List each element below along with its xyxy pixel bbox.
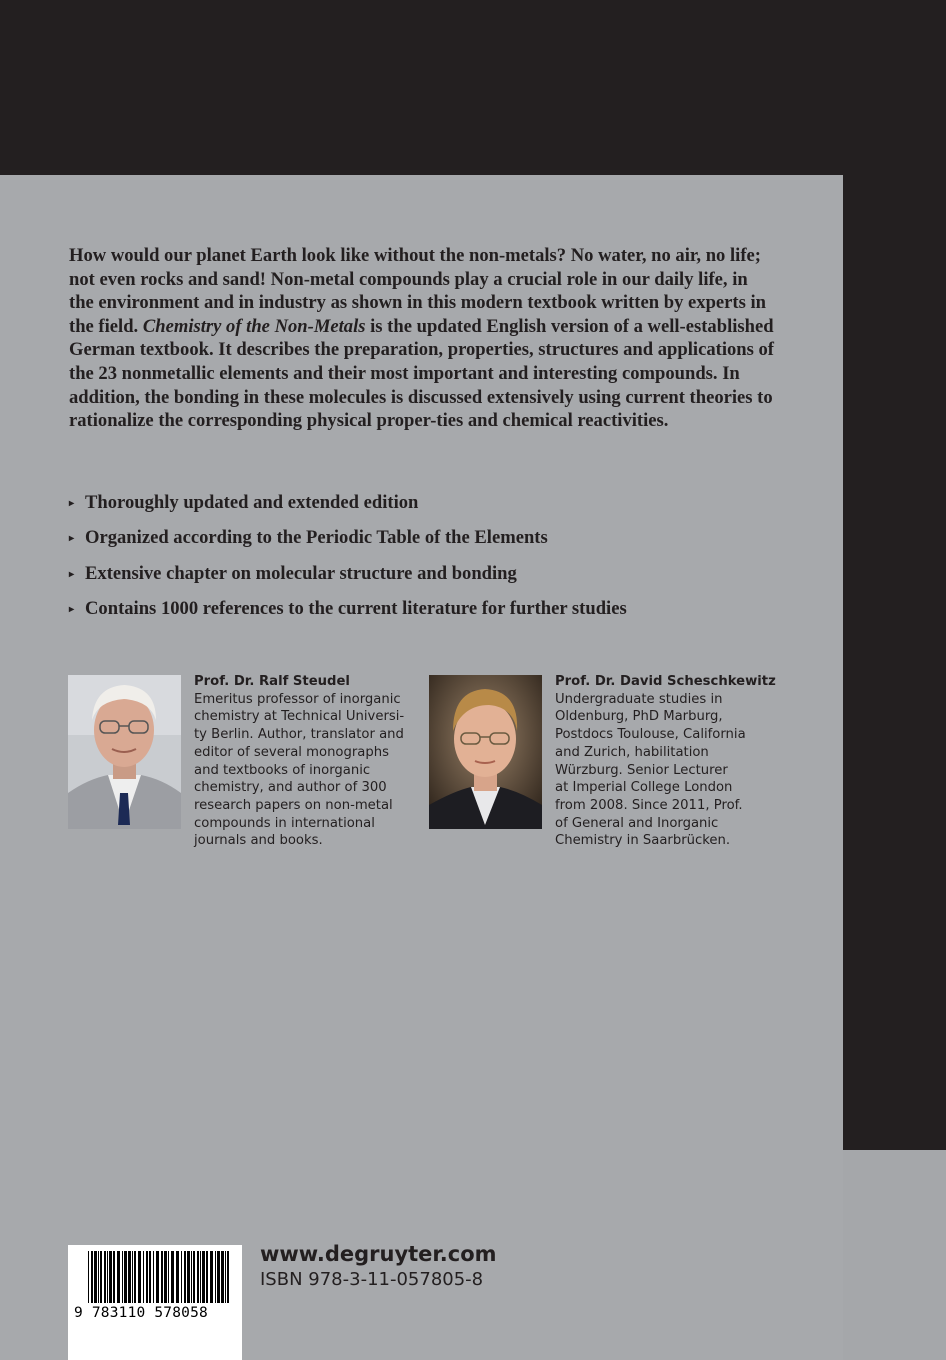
barcode-bar — [217, 1251, 220, 1303]
barcode-digits: 9 783110 578058 — [74, 1305, 208, 1321]
bio-line: research papers on non-metal — [194, 797, 393, 813]
barcode-bar — [164, 1251, 167, 1303]
back-cover — [0, 175, 843, 1360]
barcode-bar — [98, 1251, 99, 1303]
right-edge-strip — [843, 1150, 946, 1360]
author-bio-steudel — [194, 673, 444, 850]
isbn-barcode — [68, 1245, 242, 1360]
barcode-bar — [143, 1251, 144, 1303]
barcode-bar — [124, 1251, 127, 1303]
barcode-bar — [94, 1251, 97, 1303]
barcode-bar — [153, 1251, 154, 1303]
barcode-bar — [202, 1251, 205, 1303]
bio-line: Oldenburg, PhD Marburg, — [555, 709, 723, 725]
barcode-bar — [181, 1251, 182, 1303]
barcode-bar — [206, 1251, 208, 1303]
barcode-bar — [113, 1251, 115, 1303]
author-name: Prof. Dr. Ralf Steudel — [194, 674, 350, 689]
bio-line: ty Berlin. Author, translator and — [194, 727, 404, 743]
feature-list — [69, 491, 627, 632]
author-photo-steudel — [68, 675, 181, 829]
publisher-website: www.degruyter.com — [260, 1242, 497, 1266]
barcode-bar — [168, 1251, 169, 1303]
barcode-bar — [146, 1251, 148, 1303]
bio-line: from 2008. Since 2011, Prof. — [555, 797, 743, 813]
barcode-bar — [176, 1251, 179, 1303]
barcode-bar — [122, 1251, 123, 1303]
bio-line: Emeritus professor of inorganic — [194, 691, 401, 707]
author-bio-scheschkewitz — [555, 673, 805, 850]
barcode-bar — [187, 1251, 190, 1303]
bullet-triangle-icon: ▸ — [69, 498, 75, 509]
barcode-bar — [134, 1251, 136, 1303]
feature-item — [69, 491, 627, 526]
barcode-bar — [156, 1251, 159, 1303]
barcode-bar — [193, 1251, 195, 1303]
book-description — [69, 244, 775, 433]
bio-line: Postdocs Toulouse, California — [555, 727, 746, 743]
isbn-number: ISBN 978-3-11-057805-8 — [260, 1269, 484, 1290]
barcode-bars — [68, 1245, 242, 1307]
barcode-bar — [149, 1251, 151, 1303]
barcode-bar — [210, 1251, 213, 1303]
barcode-bar — [104, 1251, 106, 1303]
barcode-bar — [227, 1251, 229, 1303]
feature-text: Extensive chapter on molecular structure and bonding — [85, 562, 517, 584]
bio-line: and textbooks of inorganic — [194, 762, 371, 778]
feature-item — [69, 562, 627, 597]
barcode-bar — [107, 1251, 108, 1303]
barcode-bar — [184, 1251, 186, 1303]
bio-line: chemistry, and author of 300 — [194, 780, 387, 796]
barcode-bar — [225, 1251, 226, 1303]
feature-text: Thoroughly updated and extended edition — [85, 492, 419, 513]
feature-item — [69, 597, 627, 632]
feature-text: Organized according to the Periodic Table of the Elements — [85, 527, 548, 549]
bullet-triangle-icon: ▸ — [69, 533, 75, 545]
barcode-bar — [215, 1251, 216, 1303]
bio-line: journals and books. — [194, 833, 323, 849]
bullet-triangle-icon: ▸ — [69, 568, 75, 580]
barcode-bar — [100, 1251, 102, 1303]
barcode-bar — [161, 1251, 163, 1303]
feature-item — [69, 526, 627, 561]
barcode-bar — [132, 1251, 133, 1303]
bio-line: at Imperial College London — [555, 780, 733, 796]
bio-line: of General and Inorganic — [555, 815, 719, 831]
barcode-bar — [128, 1251, 131, 1303]
author-name: Prof. Dr. David Scheschkewitz — [555, 674, 776, 689]
bio-line: chemistry at Technical Universi- — [194, 709, 405, 725]
bio-line: compounds in international — [194, 815, 375, 831]
bullet-triangle-icon: ▸ — [69, 603, 75, 615]
bio-line: and Zurich, habilitation — [555, 744, 709, 760]
description-text-1: How would our planet Earth look like without the non-metals? No water, no air, no life; not even rocks and sand! Non-metal compounds play a crucial role in our daily life, in the environment and in industry as shown in this modern textbook written by experts in the field. — [69, 245, 766, 337]
barcode-bar — [109, 1251, 112, 1303]
bio-line: editor of several monographs — [194, 744, 389, 760]
barcode-bar — [171, 1251, 174, 1303]
barcode-bar — [191, 1251, 192, 1303]
barcode-bar — [200, 1251, 201, 1303]
bio-line: Würzburg. Senior Lecturer — [555, 762, 728, 778]
book-title-italic: Chemistry of the Non-Metals — [142, 315, 366, 337]
bio-line: Chemistry in Saarbrücken. — [555, 833, 731, 849]
author-photo-scheschkewitz — [429, 675, 542, 829]
barcode-bar — [197, 1251, 199, 1303]
barcode-bar — [88, 1251, 89, 1303]
description-text-2: is the updated English version of a well-established German textbook. It describes the preparation, properties, structures and applications of the 23 nonmetallic elements and their most important and interesting compounds. In addition, the bonding in these molecules is discussed extensively using current theories to rationalize the corresponding physical proper-ties and chemical reactivities. — [69, 315, 774, 432]
barcode-bar — [117, 1251, 120, 1303]
feature-text: Contains 1000 references to the current literature for further studies — [85, 597, 627, 619]
bio-line: Undergraduate studies in — [555, 691, 723, 707]
barcode-bar — [221, 1251, 224, 1303]
barcode-bar — [91, 1251, 93, 1303]
barcode-bar — [138, 1251, 141, 1303]
